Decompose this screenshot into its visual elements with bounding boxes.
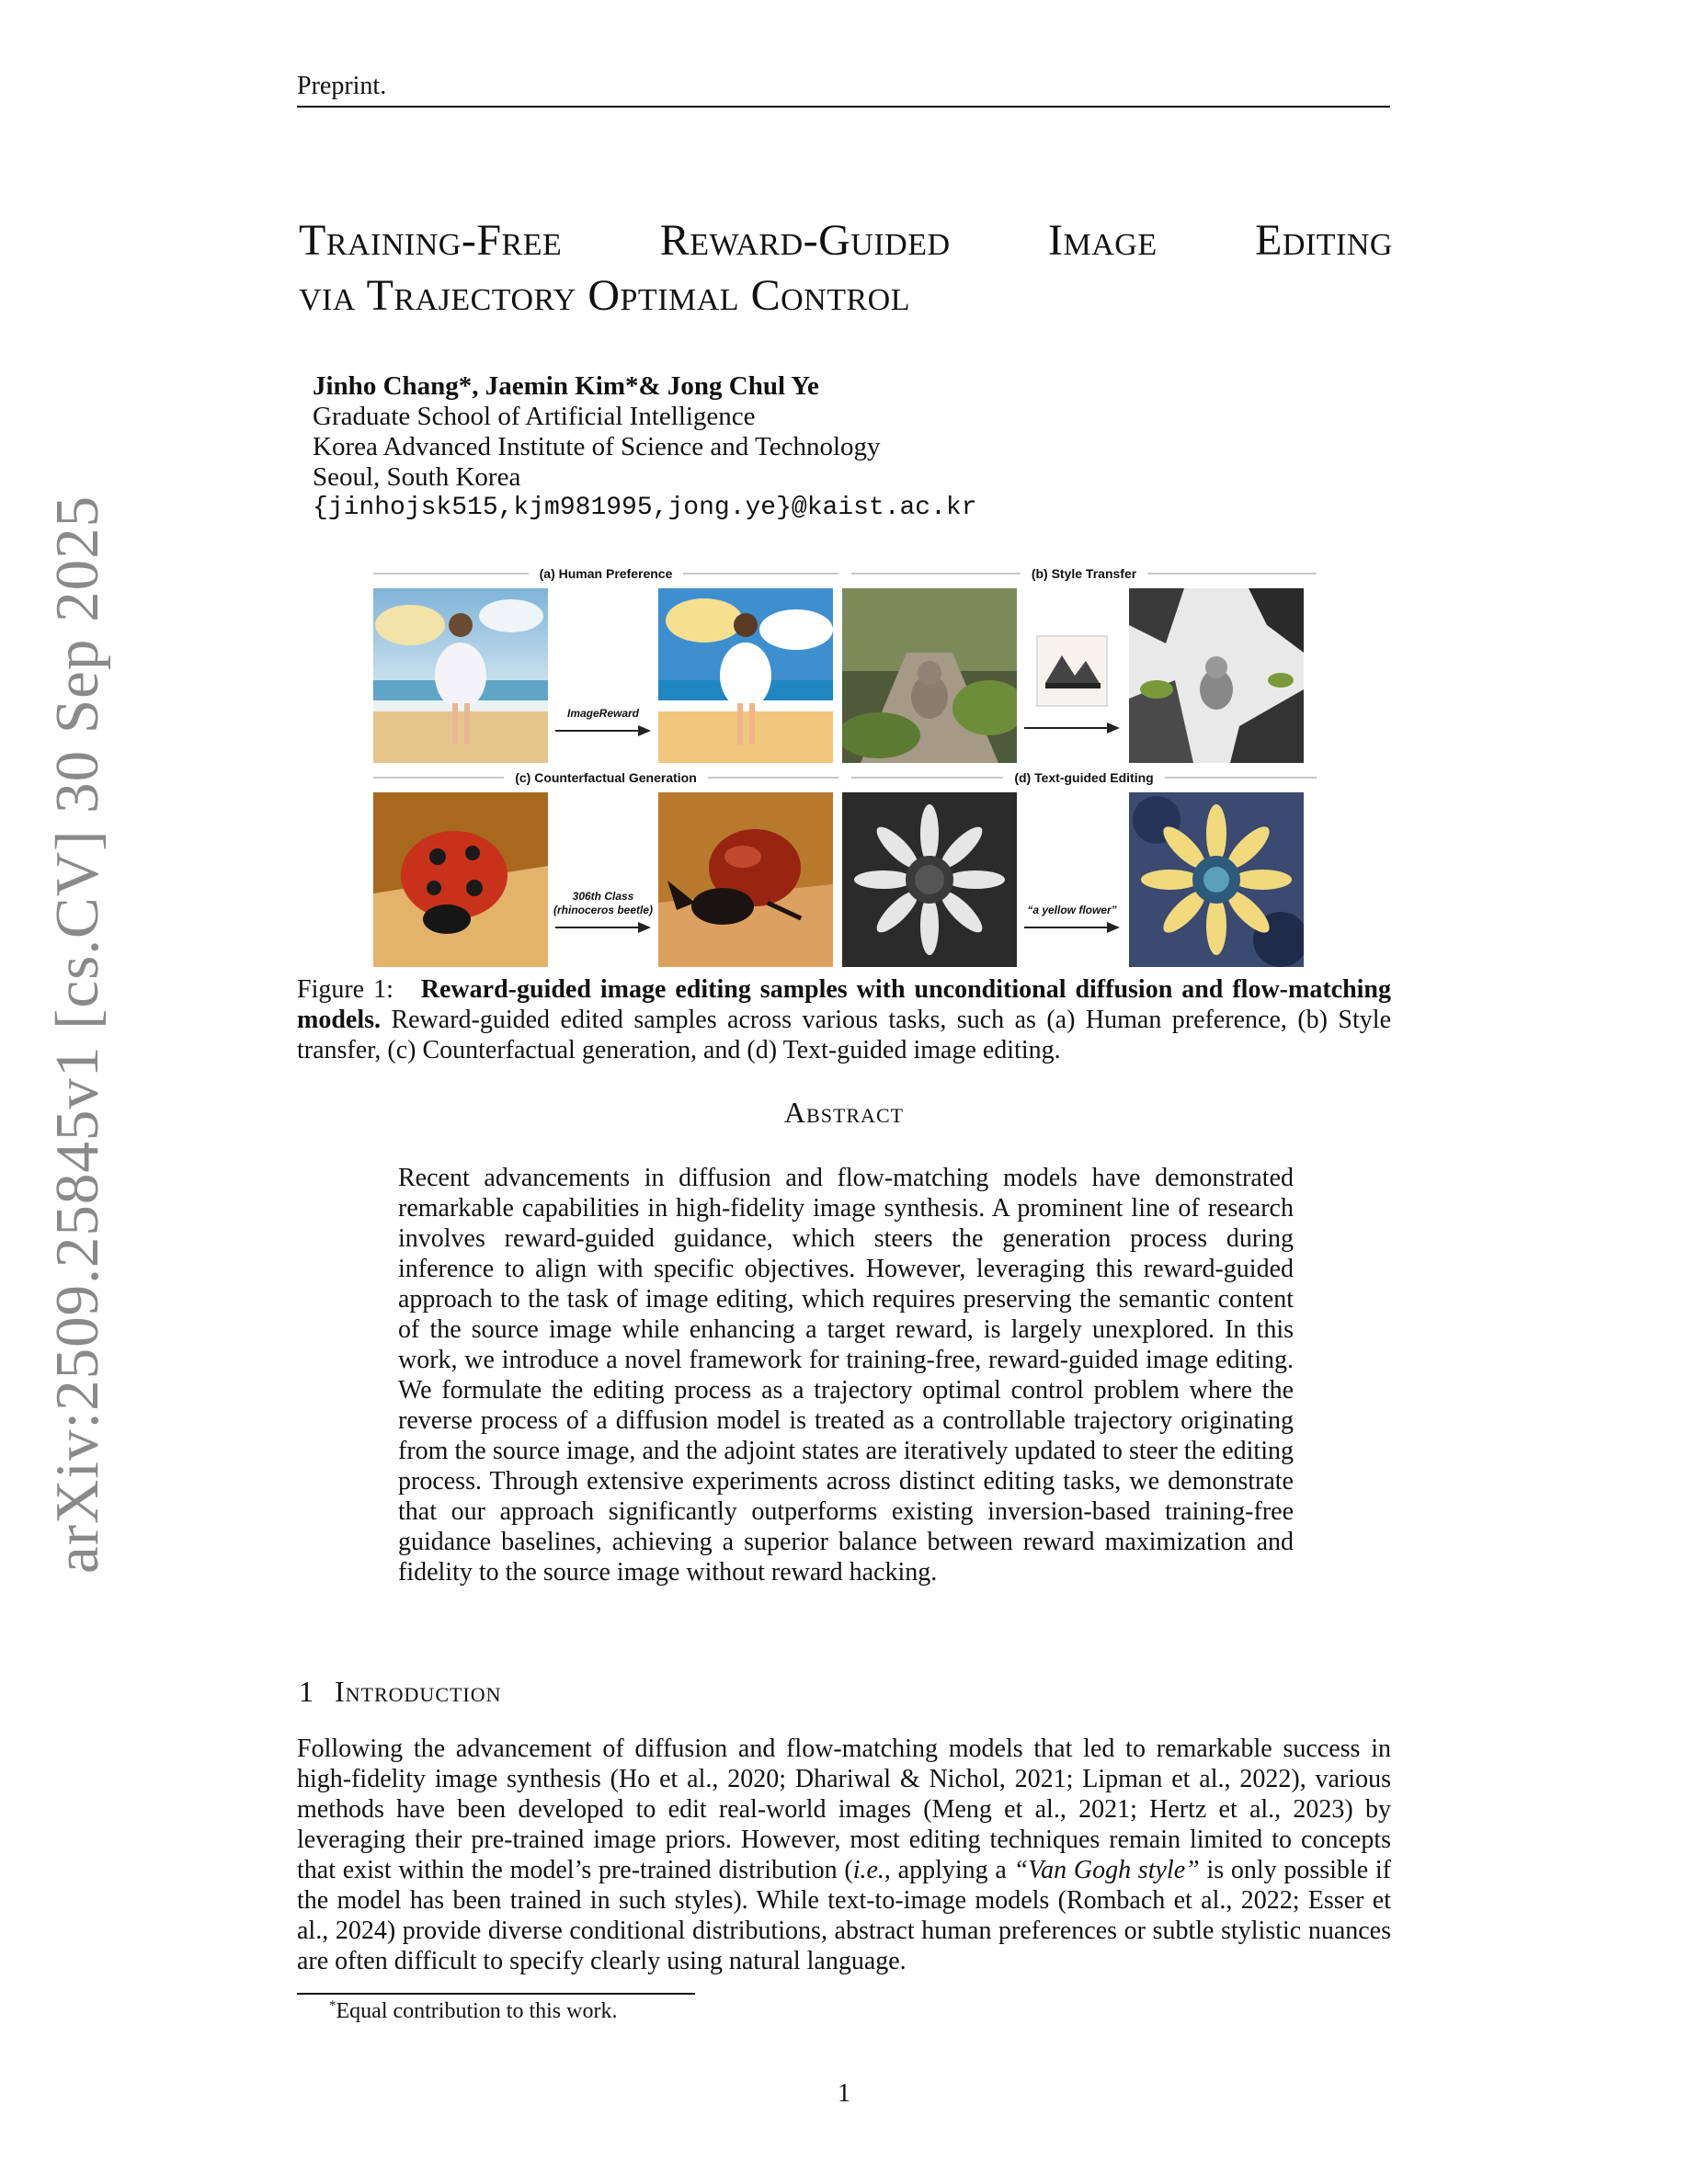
arrow-label-c-line2: (rhinoceros beetle) [553,904,654,916]
title-word: Reward-Guided [659,216,951,265]
arrow-right-icon [1024,722,1120,734]
title-word: Editing [1255,216,1393,265]
author-block [313,371,977,523]
abstract-heading: Abstract [783,1096,905,1129]
footnote-mark: * [329,1998,336,2013]
panel-heading-c: (c) Counterfactual Generation [373,767,838,789]
footnote-text: Equal contribution to this work. [336,1999,618,2023]
arrow-right-icon [555,921,651,934]
van-gogh-quote: “Van Gogh style” [1013,1856,1200,1884]
arrow-a [550,588,656,763]
paper-title [299,213,1393,324]
edited-image-beach-girl [658,588,833,763]
introduction-paragraph: Following the advancement of diffusion and flow-matching models that led to remarkable success in high-fidelity image synthesis (Ho et al., 2020; Dhariwal & Nichol, 2021; Lipman et al., 2022), various methods have been developed to edit real-world images (Meng et al., 2021; Hertz et al., 2023) by leveraging their pre-trained image priors. However, most editing techniques remain limited to concepts that exist within the model’s pre-trained distribution (i.e., applying a “Van Gogh style” is only possible if the model has been trained in such styles). While text-to-image models (Rombach et al., 2022; Esser et al., 2024) provide diverse conditional distributions, abstract human preferences or subtle stylistic nuances are often difficult to specify clearly using natural language. [297,1735,1391,1975]
author-names: Jinho Chang*, Jaemin Kim*& Jong Chul Ye [313,371,819,401]
page-number: 1 [838,2079,850,2108]
footnote-rule [297,1993,695,1995]
source-image-grayscale-flower [842,792,1017,967]
arxiv-stamp: arXiv:2509.25845v1 [cs.CV] 30 Sep 2025 [43,495,111,1574]
author-emails: {jinhojsk515,kjm981995,jong.ye}@kaist.ac.kr [313,494,977,522]
arrow-b [1019,588,1125,763]
title-line-2: via Trajectory Optimal Control [299,271,910,320]
arrow-d [1019,792,1125,967]
caption-bold: Reward-guided image editing samples with unconditional diffusion and flow-matching models. [297,975,1392,1034]
arrow-c [550,792,656,967]
source-image-ladybug [373,792,548,967]
header-rule [297,106,1390,108]
section-heading-introduction [299,1675,502,1709]
edited-image-rhinoceros-beetle [658,792,833,967]
panel-heading-b: (b) Style Transfer [851,563,1317,585]
author-location: Seoul, South Korea [313,462,521,492]
abstract-text: Recent advancements in diffusion and flow-matching models have demonstrated remarkable capabilities in high-fidelity image synthesis. A prominent line of research involves reward-guided guidance, which steers the generation process during inference to align with specific objectives. However, leveraging this reward-guided approach to the task of image editing, which requires preserving the semantic content of the source image while enhancing a target reward, is largely unexplored. In this work, we introduce a novel framework for training-free, reward-guided image editing. We formulate the editing process as a trajectory optimal control problem where the reverse process of a diffusion model is treated as a controllable trajectory originating from the source image, and the adjoint states are iteratively updated to steer the editing process. Through extensive experiments across distinct editing tasks, we demonstrate that our approach significantly outperforms existing inversion-based training-free guidance baselines, achieving a superior balance between reward maximization and fidelity to the source image without reward hacking. [398,1164,1294,1587]
preprint-label: Preprint. [297,72,387,100]
source-image-beach-girl [373,588,548,763]
title-word: Training-Free [299,216,563,265]
arrow-label-a: ImageReward [566,706,640,720]
affiliation-2: Korea Advanced Institute of Science and Technology [313,432,881,461]
figure-1-caption [297,974,1391,1065]
figure-1 [373,563,1317,969]
section-number: 1 [299,1675,314,1708]
arrow-right-icon [1024,921,1120,934]
panel-heading-d: (d) Text-guided Editing [851,767,1317,789]
caption-label: Figure 1: [297,975,393,1004]
edited-image-yellow-flower [1129,792,1304,967]
footnote [329,1998,617,2024]
edited-image-cat-styled [1129,588,1304,763]
panel-heading-a: (a) Human Preference [373,563,838,585]
section-title: Introduction [335,1675,502,1708]
source-image-cat-path [842,588,1017,763]
style-reference-thumbnail [1036,635,1108,707]
title-word: Image [1048,216,1158,265]
arrow-label-d: “a yellow flower” [1027,903,1117,916]
title-line-1 [299,213,1393,268]
affiliation-1: Graduate School of Artificial Intelligence [313,402,756,431]
arrow-label-c-line1: 306th Class [572,890,634,903]
caption-text: Reward-guided edited samples across various tasks, such as (a) Human preference, (b) Style transfer, (c) Counterfactual generation, and (d) Text-guided image editing. [297,1006,1391,1064]
ie-abbrev: i.e. [852,1856,884,1884]
arrow-right-icon [555,724,651,737]
